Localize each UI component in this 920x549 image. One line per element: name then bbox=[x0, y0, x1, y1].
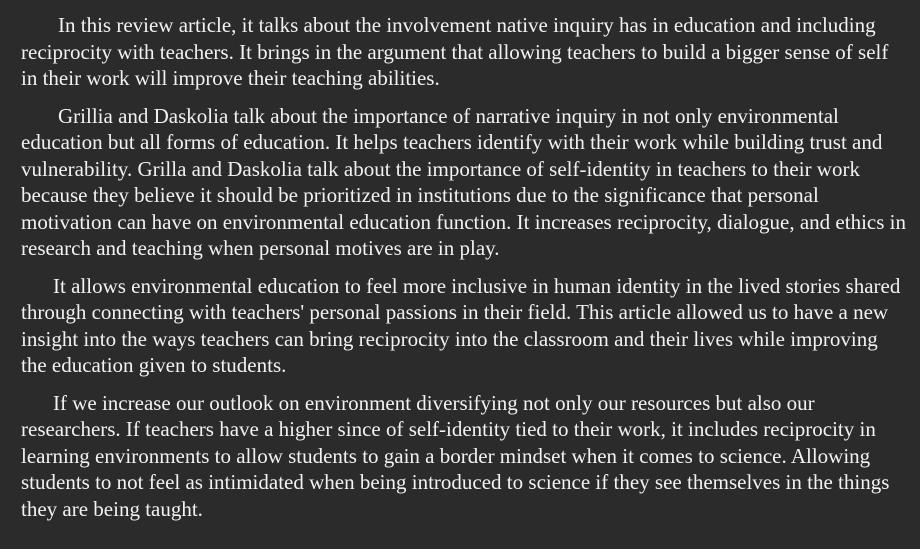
paragraph-diversifying-outlook: If we increase our outlook on environment diversifying not only our resources but also our researchers. If teachers have a higher since of self-identity tied to their work, it includes reciprocity in learning environments to allow students to gain a border mindset when it comes to science. Allowing students to not feel as intimidated when being introduced to science if they see themselves in the things they are being taught. bbox=[21, 390, 890, 521]
paragraph-inclusivity: It allows environmental education to feel more inclusive in human identity in the lived stories shared through connecting with teachers' personal passions in their field. This article allowed us to have a new insight into the ways teachers can bring reciprocity into the classroom and their lives while improving the education given to students. bbox=[21, 273, 901, 377]
paragraph-review-summary: In this review article, it talks about the involvement native inquiry has in education and including reciprocity with teachers. It brings in the argument that allowing teachers to build a bigger sense of self in their work will improve their teaching abilities. bbox=[21, 13, 889, 90]
paragraph-narrative-inquiry: Grillia and Daskolia talk about the importance of narrative inquiry in not only environmental education but all forms of education. It helps teachers identify with their work while building trust and vulnerability. Grilla and Daskolia talk about the importance of self-identity in teachers to their work because they believe it should be prioritized in institutions due to the significance that personal motivation can have on environmental education function. It increases reciprocity, dialogue, and ethics in research and teaching when personal motives are in play. bbox=[21, 103, 907, 260]
